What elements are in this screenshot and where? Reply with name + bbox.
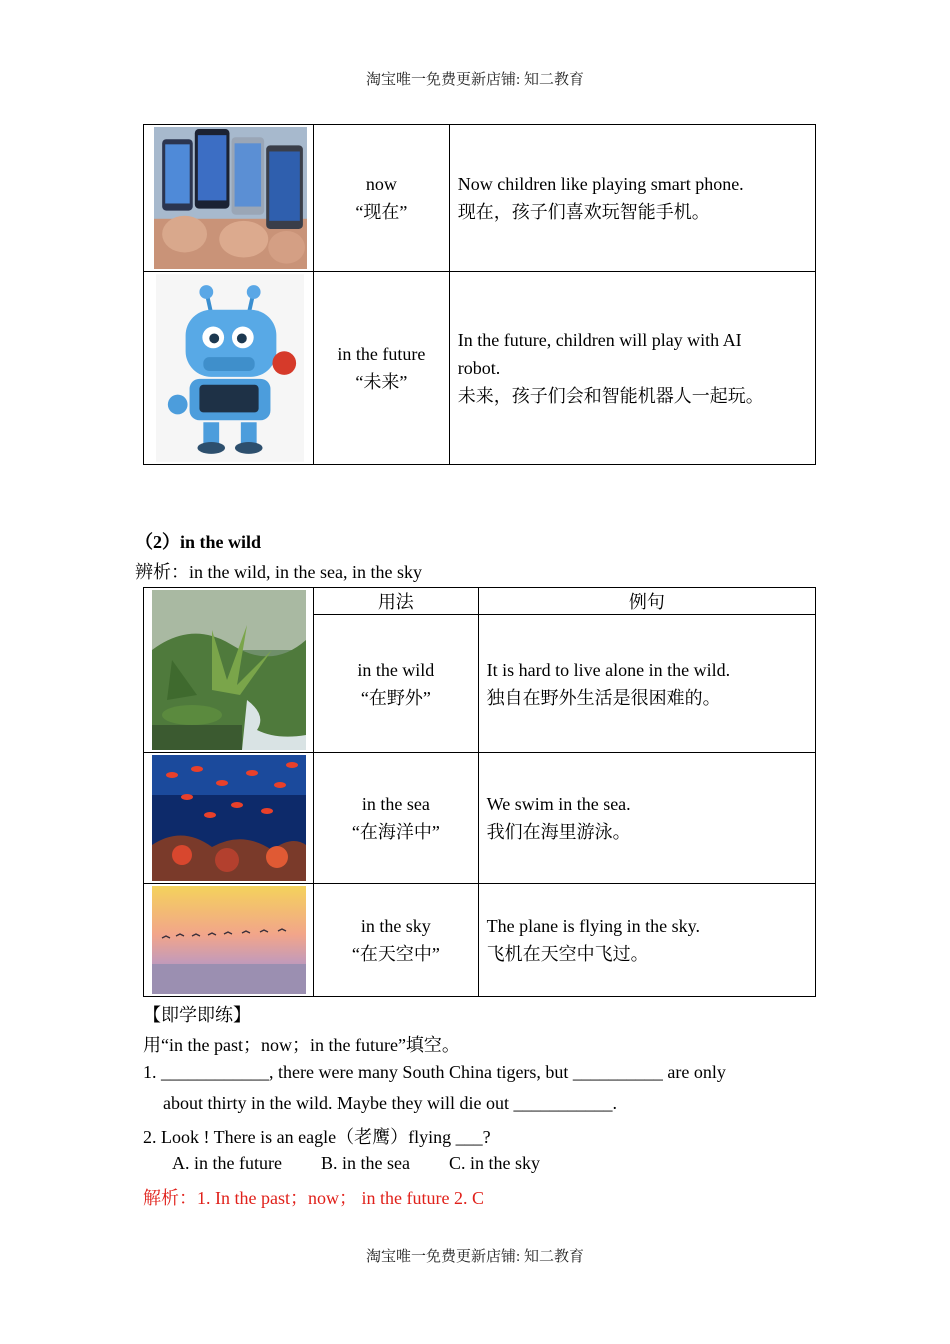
smartphones-photo-icon bbox=[144, 125, 314, 272]
table-row bbox=[144, 884, 816, 997]
table-header-row bbox=[144, 588, 816, 615]
page-footer: 淘宝唯一免费更新店铺: 知二教育 bbox=[366, 1249, 584, 1265]
phrase-in-the-wild-cn: “在野外” bbox=[360, 687, 431, 708]
example-sky-en: The plane is flying in the sky. bbox=[486, 916, 700, 936]
table-row bbox=[144, 753, 816, 884]
practice-instruction: 用“in the past；now；in the future”填空。 bbox=[143, 1035, 460, 1055]
phrase-now: now bbox=[365, 174, 397, 194]
vocab-table-places bbox=[143, 587, 816, 997]
example-now-cn: 现在，孩子们喜欢玩智能手机。 bbox=[457, 202, 710, 222]
col-usage-header: 用法 bbox=[313, 588, 478, 615]
section-title: （2）in the wild bbox=[135, 532, 262, 552]
phrase-in-the-sea: in the sea bbox=[361, 794, 430, 814]
phrase-in-the-sky-cn: “在天空中” bbox=[351, 944, 440, 964]
section-analysis: 辨析：in the wild, in the sea, in the sky bbox=[135, 562, 422, 582]
phrase-in-the-sky: in the sky bbox=[360, 916, 431, 936]
example-now-en: Now children like playing smart phone. bbox=[457, 174, 744, 194]
phrase-in-the-future: in the future bbox=[337, 344, 426, 364]
example-sky-cn: 飞机在天空中飞过。 bbox=[486, 944, 649, 964]
option-b: B. in the sea bbox=[321, 1153, 410, 1173]
table-row bbox=[144, 125, 816, 272]
example-wild-cn: 独自在野外生活是很困难的。 bbox=[486, 687, 721, 708]
example-wild-en: It is hard to live alone in the wild. bbox=[486, 659, 731, 680]
example-sea-cn: 我们在海里游泳。 bbox=[486, 822, 631, 842]
vocab-table-time bbox=[143, 124, 816, 465]
example-future-en-2: robot. bbox=[457, 358, 501, 378]
robot-illustration-icon bbox=[144, 272, 314, 465]
jungle-photo-icon bbox=[144, 588, 314, 753]
answer-key: 解析：1. In the past；now； in the future 2. C bbox=[143, 1188, 484, 1208]
example-sea-en: We swim in the sea. bbox=[486, 794, 631, 814]
page-header: 淘宝唯一免费更新店铺: 知二教育 bbox=[366, 72, 584, 88]
sky-birds-photo-icon bbox=[144, 884, 314, 997]
col-example-header: 例句 bbox=[478, 588, 815, 615]
question-1-line-1: 1. ____________, there were many South China tigers, but __________ are only bbox=[143, 1062, 726, 1082]
option-c: C. in the sky bbox=[449, 1153, 541, 1173]
option-a: A. in the future bbox=[172, 1153, 282, 1173]
phrase-in-the-wild: in the wild bbox=[357, 659, 435, 680]
practice-title: 【即学即练】 bbox=[143, 1005, 251, 1025]
phrase-in-the-sea-cn: “在海洋中” bbox=[351, 822, 440, 842]
question-1-line-2: about thirty in the wild. Maybe they will die out ___________. bbox=[163, 1093, 617, 1113]
question-2: 2. Look ! There is an eagle（老鹰）flying ___? bbox=[143, 1127, 491, 1147]
table-row bbox=[144, 272, 816, 465]
sea-fish-photo-icon bbox=[144, 753, 314, 884]
example-future-en-1: In the future, children will play with AI bbox=[457, 330, 742, 350]
example-future-cn: 未来，孩子们会和智能机器人一起玩。 bbox=[457, 386, 764, 406]
phrase-in-the-future-cn: “未来” bbox=[355, 372, 408, 392]
phrase-now-cn: “现在” bbox=[355, 202, 408, 222]
